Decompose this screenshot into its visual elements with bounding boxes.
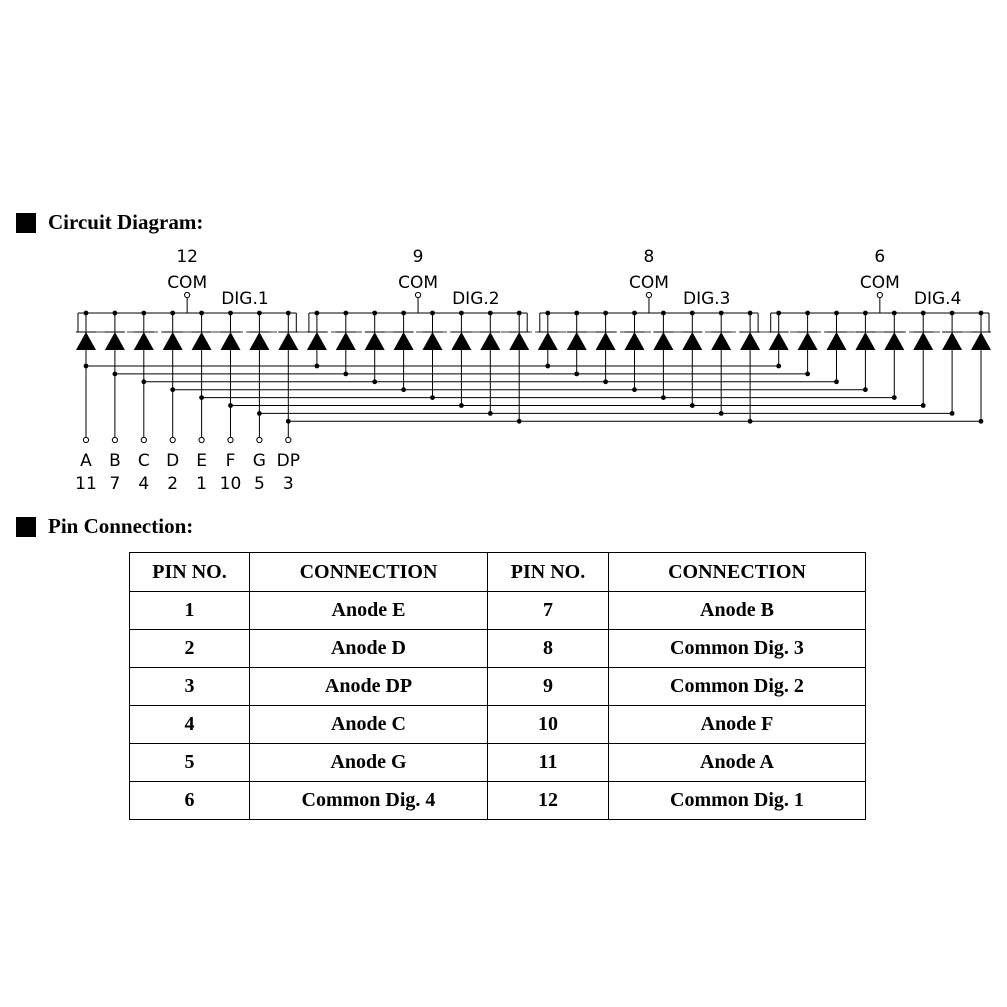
circuit-diagram-title: Circuit Diagram:: [48, 210, 204, 234]
segment-pin-number: 2: [167, 474, 179, 494]
pin-connection-title: Pin Connection:: [48, 514, 194, 538]
led-diode: [740, 332, 760, 350]
pin-number: 8: [488, 630, 609, 668]
led-diode: [913, 332, 933, 350]
segment-name: A: [80, 451, 92, 471]
segment-pin-number: 4: [138, 474, 150, 494]
led-diode: [653, 332, 673, 350]
led-diode: [538, 332, 558, 350]
table-header-row: [130, 553, 866, 592]
segment-pin-terminal: [286, 437, 291, 442]
led-diode: [249, 332, 269, 350]
led-diode: [76, 332, 96, 350]
segment-pin-terminal: [257, 437, 262, 442]
connection: Anode A: [609, 744, 866, 782]
segment-pin-number: 3: [282, 474, 294, 494]
pin-connection-heading: [16, 514, 193, 539]
led-diode: [942, 332, 962, 350]
led-diode: [278, 332, 298, 350]
digit-label: DIG.4: [913, 289, 962, 309]
segment-name: E: [196, 451, 207, 471]
segment-pin-terminal: [199, 437, 204, 442]
connection: Anode DP: [250, 668, 488, 706]
segment-pin-terminal: [170, 437, 175, 442]
connection: Common Dig. 2: [609, 668, 866, 706]
led-diode: [221, 332, 241, 350]
segment-name: F: [225, 451, 236, 471]
segment-name: D: [166, 451, 180, 471]
header-pin-no: PIN NO.: [488, 553, 609, 592]
segment-pin-terminal: [112, 437, 117, 442]
table-row: [130, 668, 866, 706]
led-diode: [798, 332, 818, 350]
table-row: [130, 744, 866, 782]
led-diode: [827, 332, 847, 350]
segment-name: DP: [276, 451, 300, 471]
segment-pin-terminal: [141, 437, 146, 442]
digit-label: DIG.1: [221, 289, 269, 309]
com-pin-number: 6: [874, 247, 886, 267]
pin-number: 12: [488, 782, 609, 820]
segment-pin-number: 11: [75, 474, 97, 494]
com-label: COM: [167, 273, 208, 293]
connection: Common Dig. 3: [609, 630, 866, 668]
connection: Anode C: [250, 706, 488, 744]
com-label: COM: [628, 273, 669, 293]
pin-number: 7: [488, 592, 609, 630]
com-label: COM: [859, 273, 900, 293]
connection: Anode B: [609, 592, 866, 630]
pin-number: 10: [488, 706, 609, 744]
led-diode: [971, 332, 991, 350]
led-diode: [105, 332, 125, 350]
pin-number: 1: [130, 592, 250, 630]
pin-number: 11: [488, 744, 609, 782]
pin-number: 4: [130, 706, 250, 744]
led-diode: [884, 332, 904, 350]
segment-name: G: [252, 451, 266, 471]
segment-name: C: [137, 451, 150, 471]
led-diode: [365, 332, 385, 350]
led-diode: [336, 332, 356, 350]
com-terminal: [185, 292, 190, 297]
segment-pin-terminal: [228, 437, 233, 442]
com-terminal: [877, 292, 882, 297]
com-pin-number: 12: [176, 247, 198, 267]
led-diode: [451, 332, 471, 350]
com-label: COM: [398, 273, 439, 293]
led-diode: [711, 332, 731, 350]
led-diode: [855, 332, 875, 350]
table-row: [130, 782, 866, 820]
led-diode: [307, 332, 327, 350]
led-diode: [480, 332, 500, 350]
segment-pin-terminal: [83, 437, 88, 442]
led-diode: [134, 332, 154, 350]
com-terminal: [646, 292, 651, 297]
pin-number: 9: [488, 668, 609, 706]
header-pin-no: PIN NO.: [130, 553, 250, 592]
square-bullet-icon: [16, 517, 36, 537]
segment-name: B: [109, 451, 121, 471]
connection: Anode G: [250, 744, 488, 782]
led-diode: [423, 332, 443, 350]
connection: Anode D: [250, 630, 488, 668]
led-diode: [163, 332, 183, 350]
pin-number: 6: [130, 782, 250, 820]
connection: Common Dig. 4: [250, 782, 488, 820]
segment-pin-number: 7: [109, 474, 121, 494]
com-pin-number: 9: [412, 247, 424, 267]
pin-number: 3: [130, 668, 250, 706]
connection: Anode F: [609, 706, 866, 744]
led-diode: [192, 332, 212, 350]
header-connection: CONNECTION: [609, 553, 866, 592]
com-pin-number: 8: [643, 247, 655, 267]
connection: Common Dig. 1: [609, 782, 866, 820]
segment-pin-number: 1: [196, 474, 208, 494]
pin-connection-table: [129, 552, 866, 820]
led-diode: [567, 332, 587, 350]
led-diode: [682, 332, 702, 350]
segment-pin-number: 10: [219, 474, 242, 494]
led-diode: [596, 332, 616, 350]
table-row: [130, 706, 866, 744]
segment-pin-number: 5: [253, 474, 265, 494]
led-diode: [769, 332, 789, 350]
table-row: [130, 592, 866, 630]
pin-number: 2: [130, 630, 250, 668]
pin-number: 5: [130, 744, 250, 782]
led-diode: [394, 332, 414, 350]
digit-label: DIG.3: [683, 289, 731, 309]
header-connection: CONNECTION: [250, 553, 488, 592]
com-terminal: [415, 292, 420, 297]
table-row: [130, 630, 866, 668]
connection: Anode E: [250, 592, 488, 630]
led-diode: [625, 332, 645, 350]
digit-label: DIG.2: [452, 289, 500, 309]
led-diode: [509, 332, 529, 350]
